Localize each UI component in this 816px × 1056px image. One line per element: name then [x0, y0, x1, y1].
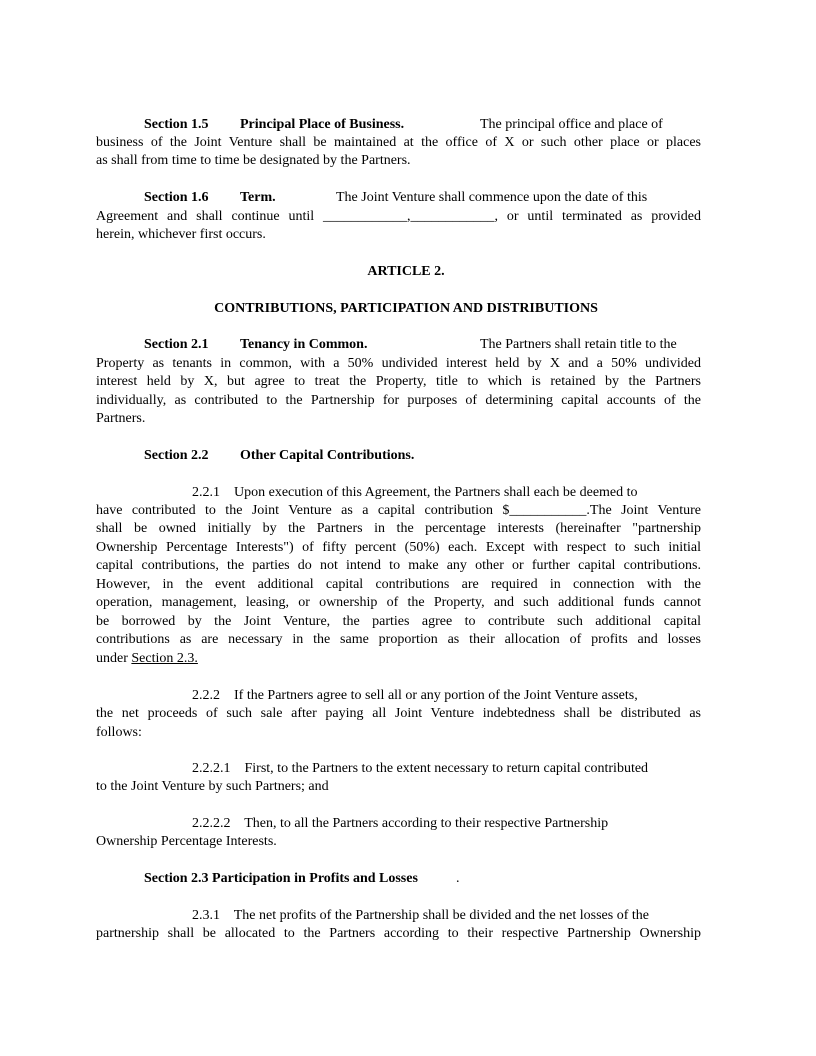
- section-2-1-text: Partners.: [96, 411, 146, 426]
- section-1-5-title: Principal Place of Business.: [240, 117, 405, 132]
- section-1-6-label: Section 1.6: [144, 190, 209, 205]
- paragraph-2-2-2-text: follows:: [96, 725, 142, 740]
- section-1-6-text: The Joint Venture shall commence upon the date of this: [336, 190, 648, 205]
- paragraph-2-2-1-text: capital contributions, the parties do not intend to make any other or further capital contributions.: [96, 558, 701, 573]
- paragraph-2-2-1-text: shall be owned initially by the Partners in the percentage interests (hereinafter "partnership: [96, 521, 701, 536]
- section-2-2-title: Other Capital Contributions.: [240, 448, 415, 463]
- paragraph-2-2-1-text: However, in the event additional capital contributions are required in connection with the: [96, 577, 701, 592]
- section-1-5-text: The principal office and place of: [480, 117, 663, 132]
- section-1-5-text: as shall from time to time be designated by the Partners.: [96, 153, 411, 168]
- section-2-1-text: The Partners shall retain title to the: [480, 337, 677, 352]
- paragraph-2-2-1-text: have contributed to the Joint Venture as a capital contribution $___________.The Joint Venture: [96, 503, 701, 518]
- section-2-3-trail: .: [456, 871, 460, 886]
- paragraph-2-2-2-text: the net proceeds of such sale after paying all Joint Venture indebtedness shall be distributed as: [96, 706, 701, 721]
- paragraph-2-3-1-text: 2.3.1 The net profits of the Partnership shall be divided and the net losses of the: [192, 908, 649, 923]
- article-number: ARTICLE 2.: [367, 264, 445, 279]
- paragraph-2-2-1-last-line: [96, 650, 701, 669]
- paragraph-2-2-1-text: 2.2.1 Upon execution of this Agreement, the Partners shall each be deemed to: [192, 485, 638, 500]
- section-2-3-link[interactable]: Section 2.3.: [131, 651, 198, 666]
- section-2-2-label: Section 2.2: [144, 448, 209, 463]
- paragraph-2-2-2-1-text: 2.2.2.1 First, to the Partners to the extent necessary to return capital contributed: [192, 761, 649, 776]
- paragraph-2-2-1-text: contributions as are necessary in the same proportion as their allocation of profits and losses: [96, 632, 701, 647]
- article-title: CONTRIBUTIONS, PARTICIPATION AND DISTRIBUTIONS: [214, 301, 598, 316]
- section-2-1-title: Tenancy in Common.: [240, 337, 368, 352]
- paragraph-2-2-1-text: be borrowed by the Joint Venture, the parties agree to contribute such additional capital: [96, 614, 701, 629]
- section-1-6-text: Agreement and shall continue until ____________,____________, or until terminated as provided: [96, 209, 701, 224]
- section-2-1-text: interest held by X, but agree to treat the Property, title to which is retained by the Partners: [96, 374, 701, 389]
- section-2-1-text: Property as tenants in common, with a 50% undivided interest held by X and a 50% undivided: [96, 356, 701, 371]
- section-1-6-title: Term.: [240, 190, 276, 205]
- paragraph-2-2-1-text: Ownership Percentage Interests") of fifty percent (50%) each. Except with respect to such initial: [96, 540, 701, 555]
- section-2-1-label: Section 2.1: [144, 337, 209, 352]
- paragraph-2-2-2-2-text: 2.2.2.2 Then, to all the Partners according to their respective Partnership: [192, 816, 609, 831]
- paragraph-2-2-1-text: under: [96, 651, 132, 666]
- section-2-3-title: Section 2.3 Participation in Profits and Losses: [144, 871, 418, 886]
- paragraph-2-2-1-text: operation, management, leasing, or ownership of the Property, and such additional funds cannot: [96, 595, 701, 610]
- section-1-6-text: herein, whichever first occurs.: [96, 227, 266, 242]
- paragraph-2-2-2-2-text: Ownership Percentage Interests.: [96, 834, 277, 849]
- section-2-1-text: individually, as contributed to the Partnership for purposes of determining capital accounts of the: [96, 393, 701, 408]
- paragraph-2-2-2-1-text: to the Joint Venture by such Partners; and: [96, 779, 329, 794]
- section-1-5-text: business of the Joint Venture shall be maintained at the office of X or such other place or places: [96, 135, 701, 150]
- paragraph-2-2-2-text: 2.2.2 If the Partners agree to sell all or any portion of the Joint Venture assets,: [192, 688, 638, 703]
- section-1-5-label: Section 1.5: [144, 117, 209, 132]
- paragraph-2-3-1-text: partnership shall be allocated to the Partners according to their respective Partnership Ownership: [96, 926, 701, 941]
